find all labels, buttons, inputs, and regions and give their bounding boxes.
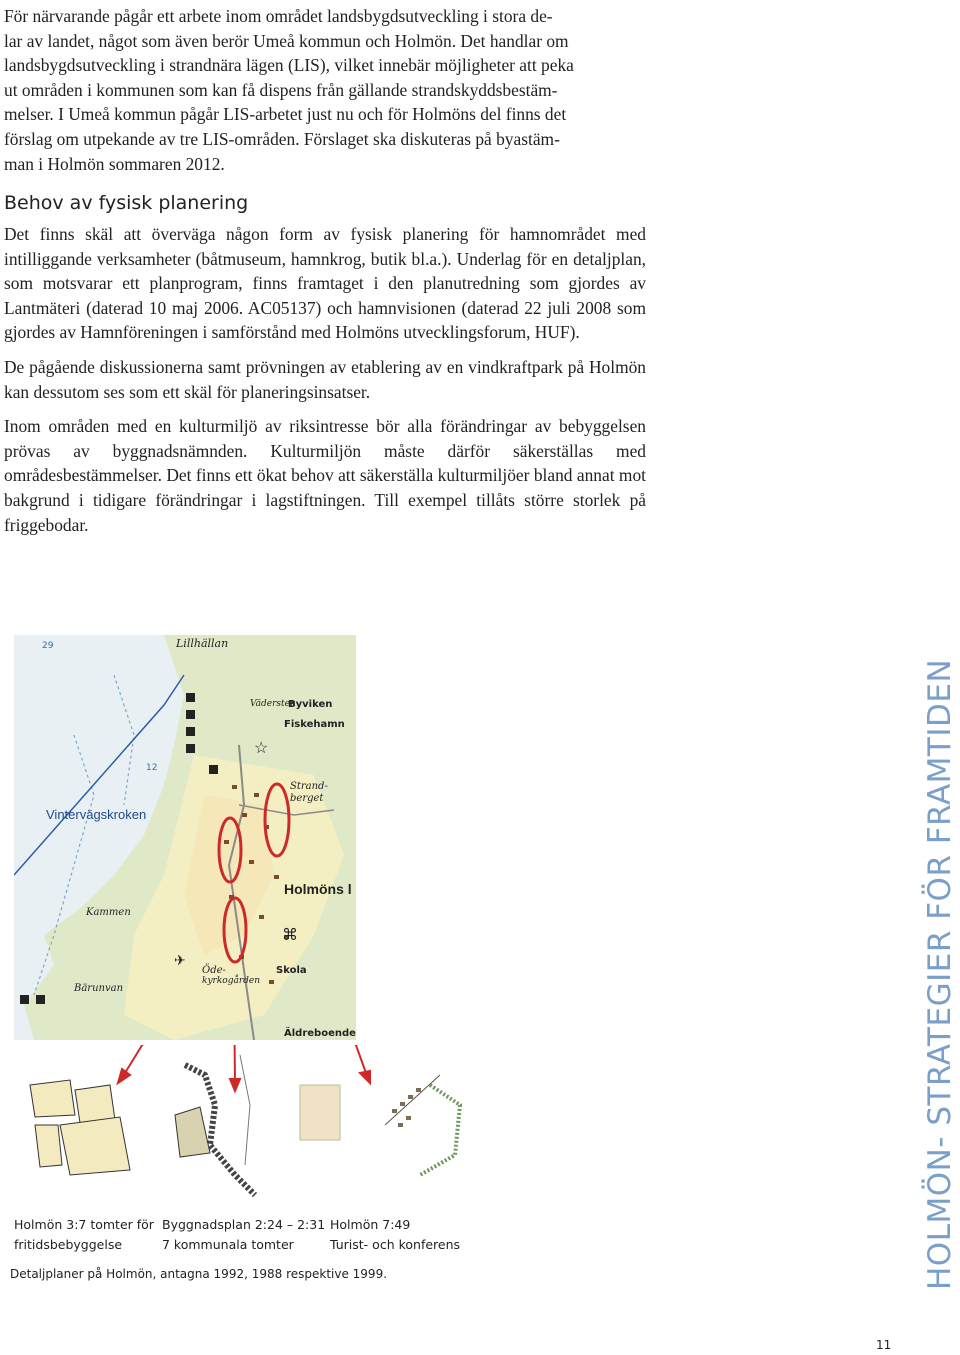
map-label: Strand- [290,781,328,792]
intro-line: man i Holmön sommaren 2012. [4,153,225,174]
section-heading: Behov av fysisk planering [4,192,249,214]
svg-text:☆: ☆ [254,740,269,757]
intro-line: landsbygdsutveckling i strandnära lägen (LIS), vilket innebär möjligheter att peka [4,55,574,76]
intro-line: För närvarande pågår ett arbete inom området landsbygdsutveckling i stora de- [4,6,553,26]
map-graphic [14,635,356,1040]
detail-plans [0,1045,470,1205]
plan-holmon-3-7 [30,1080,130,1175]
map-label: Äldreboende [284,1028,356,1039]
holmon-map [14,635,356,1040]
map-label: Bärunvan [74,983,124,994]
map-label: Skola [276,965,307,976]
caption-line: Turist- och konferens [330,1237,461,1252]
map-label: kyrkogården [202,976,261,986]
map-label: Byviken [288,699,333,710]
plans-graphic [0,1045,470,1205]
paragraph-wind: De pågående diskussionerna samt prövningen av etablering av en vindkraftpark på Holmön kan dessutom ses som ett skäl för planeringsinsatser. [4,356,646,402]
caption-plan-2 [162,1215,325,1255]
intro-line: förslag om utpekande av tre LIS-områden. Förslaget ska diskuteras på byastäm- [4,128,560,149]
map-label: Lillhällan [176,637,229,650]
side-title: HOLMÖN- STRATEGIER FÖR FRAMTIDEN [922,658,958,1290]
plan-byggnadsplan-2-24 [175,1055,255,1195]
section-body [4,222,646,547]
page-number: 11 [876,1338,892,1352]
paragraph-culture: Inom områden med en kulturmiljö av riksintresse bör alla förändringar av bebyggelsen prövas av byggnadsnämnden. Kulturmiljön måste därför säkerställas med områdesbestämmelser. Det finns ett ökat behov att säkerställa kulturmiljöer bland annat mot bakgrund i tidigare förändringar i lagstiftningen. Till exempel tillåts större storlek på friggebodar. [4,416,646,535]
map-label: Vädersten [250,699,296,709]
map-label: Öde- [202,965,226,976]
intro-paragraph [4,4,646,176]
caption-line: fritidsbebyggelse [14,1237,123,1252]
map-label: Holmöns l [284,881,352,897]
caption-plan-3 [330,1215,460,1255]
map-label: 29 [42,641,54,651]
caption-plan-1 [14,1215,154,1255]
intro-line: melser. I Umeå kommun pågår LIS-arbetet just nu och för Holmöns del finns det [4,104,567,125]
red-arrows [118,1045,370,1091]
caption-line: Holmön 7:49 [330,1217,411,1232]
plan-holmon-7-49 [300,1075,460,1175]
intro-line: ut områden i kommunen som kan få dispens från gällande strandskyddsbestäm- [4,79,558,100]
caption-line: 7 kommunala tomter [162,1237,294,1252]
map-label: Fiskehamn [284,719,345,730]
map-label: 12 [146,763,158,773]
paragraph-harbor: Det finns skäl att överväga någon form av fysisk planering för hamnområdet med intilliggande verksamheter (båtmuseum, hamnkrog, butik bl.a.). Underlag för en detaljplan, som motsvarar ett planprogram, finns framtaget i den planutredning som gjordes av Lantmäteri (daterad 10 maj 2006. AC05137) och hamnvisionen (daterad 22 juli 2008 som gjordes av Hamnföreningen i samförstånd med Holmöns utvecklingsforum, HUF). [4,224,646,343]
map-label: Vintervägskroken [46,807,147,822]
caption-line: Holmön 3:7 tomter för [14,1217,154,1232]
caption-line: Byggnadsplan 2:24 – 2:31 [162,1217,326,1232]
intro-line: lar av landet, något som även berör Umeå kommun och Holmön. Det handlar om [4,30,569,51]
svg-text:⌘: ⌘ [282,927,298,944]
map-label: Kammen [86,907,131,918]
caption-detail-plans: Detaljplaner på Holmön, antagna 1992, 1988 respektive 1999. [10,1267,388,1281]
svg-text:✈: ✈ [174,954,186,969]
map-label: berget [290,793,324,804]
